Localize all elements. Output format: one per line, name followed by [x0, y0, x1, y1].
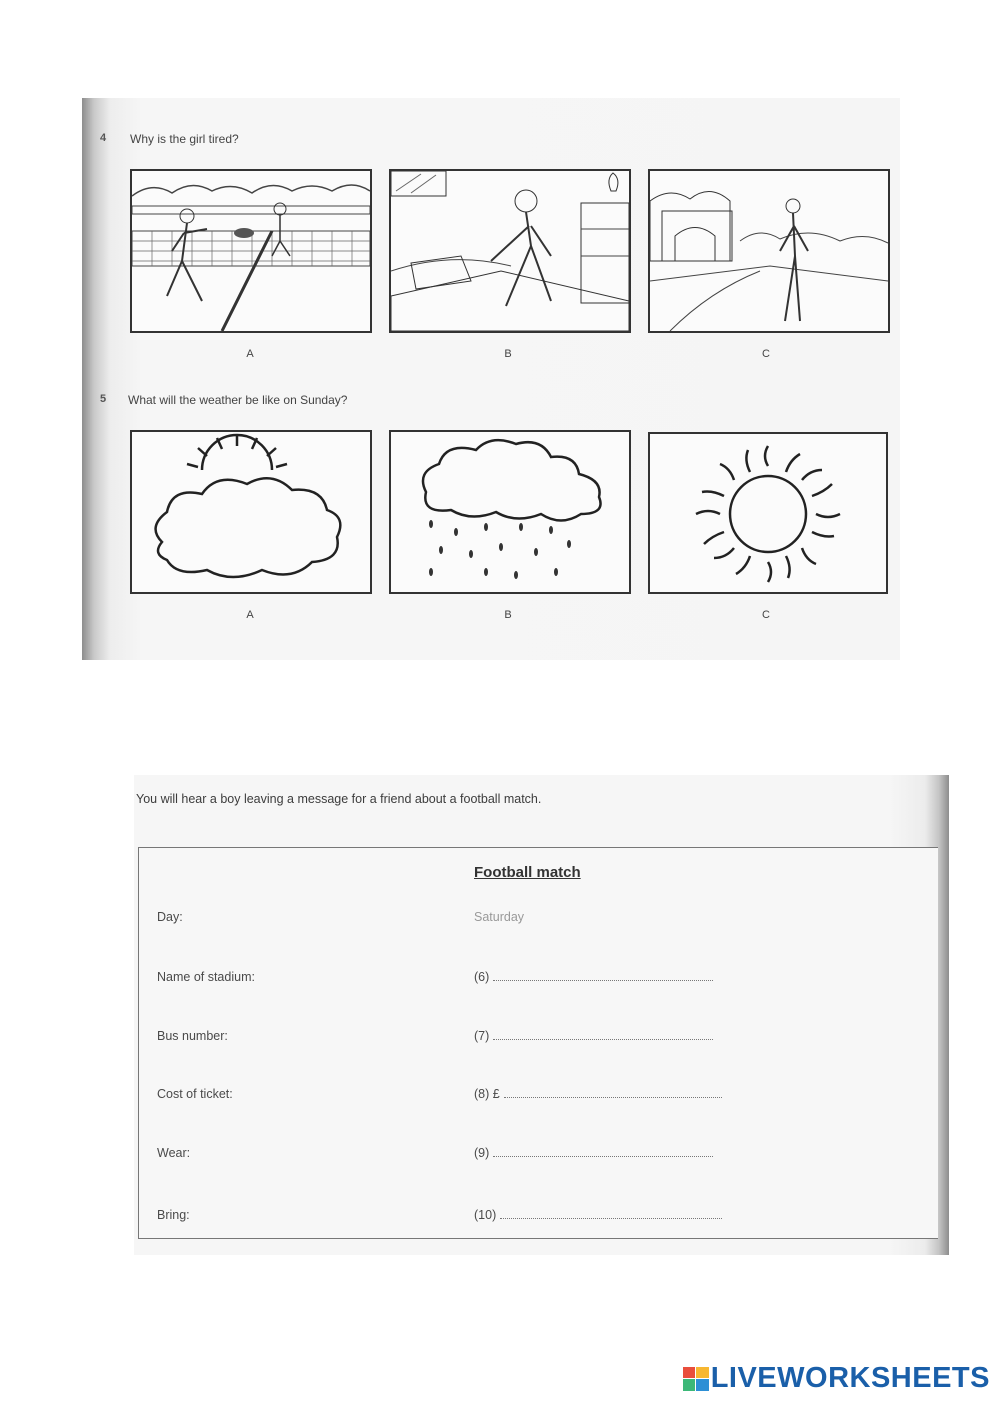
liveworksheets-logo — [683, 1362, 990, 1395]
walking-scene-icon — [648, 169, 890, 333]
row-label-bus: Bus number: — [157, 1029, 228, 1043]
logo-square — [696, 1367, 709, 1379]
option-label: C — [762, 348, 770, 360]
answer-field-6[interactable] — [474, 970, 713, 984]
logo-square — [696, 1379, 709, 1391]
notes-table — [138, 847, 938, 1239]
option-label: B — [504, 609, 512, 621]
sun-behind-cloud-icon — [130, 430, 372, 594]
question-number: 5 — [100, 393, 107, 405]
option-label: B — [504, 348, 512, 360]
bed-making-scene-icon — [389, 169, 631, 333]
logo-square — [683, 1379, 696, 1391]
rain-cloud-icon — [389, 430, 631, 594]
row-label-stadium: Name of stadium: — [157, 970, 255, 984]
answer-number: (10) — [474, 1208, 497, 1222]
answer-field-7[interactable] — [474, 1029, 713, 1043]
answer-blank — [493, 1155, 713, 1157]
option-label: A — [246, 609, 254, 621]
answer-number: (8) £ — [474, 1087, 500, 1101]
logo-square — [683, 1367, 696, 1379]
answer-field-9[interactable] — [474, 1146, 713, 1160]
answer-number: (6) — [474, 970, 490, 984]
answer-field-10[interactable] — [474, 1208, 722, 1222]
answer-blank — [493, 979, 713, 981]
row-label-day: Day: — [157, 910, 183, 924]
sun-icon — [648, 432, 888, 594]
row-label-bring: Bring: — [157, 1208, 190, 1222]
row-value-day: Saturday — [474, 910, 525, 924]
option-label: C — [762, 609, 770, 621]
answer-blank — [493, 1038, 713, 1040]
answer-number: (9) — [474, 1146, 490, 1160]
answer-field-8[interactable] — [474, 1087, 722, 1101]
table-title: Football match — [474, 864, 581, 881]
tennis-scene-icon — [130, 169, 372, 333]
row-label-wear: Wear: — [157, 1146, 191, 1160]
question-number: 4 — [100, 132, 107, 144]
brand-name: LIVEWORKSHEETS — [710, 1362, 990, 1394]
row-label-cost: Cost of ticket: — [157, 1087, 233, 1101]
answer-blank — [500, 1217, 722, 1219]
answer-number: (7) — [474, 1029, 490, 1043]
question-text: Why is the girl tired? — [130, 132, 239, 146]
answer-blank — [504, 1096, 722, 1098]
question-text: What will the weather be like on Sunday? — [128, 393, 348, 407]
logo-icon — [683, 1367, 709, 1391]
instructions-text: You will hear a boy leaving a message for a friend about a football match. — [136, 792, 542, 806]
option-label: A — [246, 348, 254, 360]
